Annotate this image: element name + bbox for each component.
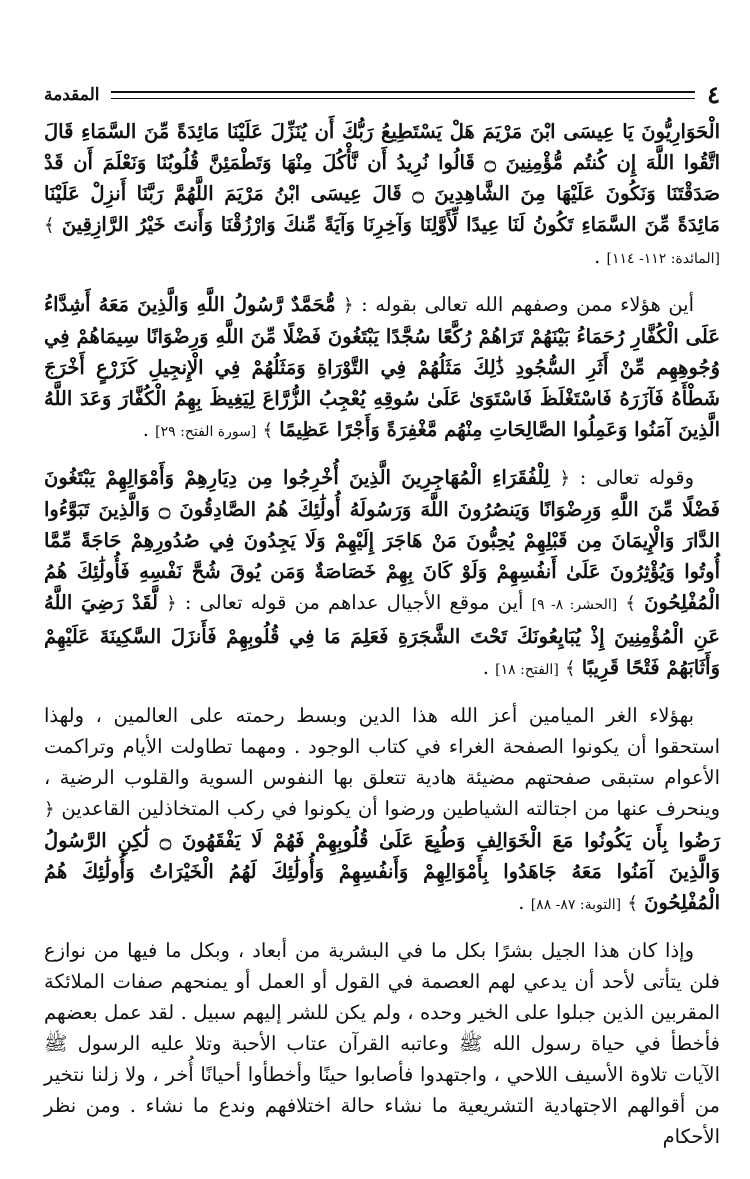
header-rule — [111, 91, 695, 99]
verse-reference: [الحشر: ٨- ٩] — [531, 597, 618, 613]
verse-open-bracket: ﴿ — [44, 799, 55, 820]
body-text-run: وإذا كان هذا الجيل بشرًا بكل ما في البشرية من أبعاد ، وبكل ما فيها من نوازع فلن يتأتى لأحد أن يدعي لهم العصمة في القول أو العمل أو يمنحهم صفات الملائكة المقربين الذين جبلوا على الخير وحده ، ولم يكن للشر إليهم سبيل . لقد عمل بعضهم فأخطأ في حياة رسول الله ﷺ وعاتبه القرآن عتاب الأحبة وتلا عليه الرسول ﷺ الآيات تلاوة الأسيف اللاحي ، واجتهدوا فأصابوا حينًا وأخطأوا أحيانًا أُخر ، ولا زلنا نتخير من أقوالهم الاجتهادية التشريعية ما نشاء حالة اختلافهم وندع ما نشاء . ومن نظر الأحكام — [44, 939, 720, 1148]
verse-close-bracket: ﴾ — [565, 658, 576, 679]
verse-close-bracket: ﴾ — [625, 593, 636, 614]
body-text-run: أين هؤلاء ممن وصفهم الله تعالى بقوله : — [361, 293, 695, 316]
body-text-run: أين موقع الأجيال عداهم من قوله تعالى : — [184, 591, 524, 614]
verse-reference: [الفتح: ١٨] — [495, 662, 559, 678]
body-text-run: . — [142, 418, 149, 441]
body-text-run: وقوله تعالى : — [579, 466, 695, 489]
paragraph — [44, 116, 720, 275]
verse-close-bracket: ﴾ — [262, 420, 274, 441]
quran-verse: مُّحَمَّدٌ رَّسُولُ اللَّهِ وَالَّذِينَ مَعَهُ أَشِدَّاءُ عَلَى الْكُفَّارِ رُحَمَاءُ بَيْنَهُمْ تَرَاهُمْ رُكَّعًا سُجَّدًا يَبْتَغُونَ فَضْلًا مِّنَ اللَّهِ وَرِضْوَانًا سِيمَاهُمْ فِي وُجُوهِهِم مِّنْ أَثَرِ السُّجُودِ ذَٰلِكَ مَثَلُهُمْ فِي التَّوْرَاةِ وَمَثَلُهُمْ فِي الْإِنجِيلِ كَزَرْعٍ أَخْرَجَ شَطْأَهُ فَآزَرَهُ فَاسْتَغْلَظَ فَاسْتَوَىٰ عَلَىٰ سُوقِهِ يُعْجِبُ الزُّرَّاعَ لِيَغِيظَ بِهِمُ الْكُفَّارَ وَعَدَ اللَّهُ الَّذِينَ آمَنُوا وَعَمِلُوا الصَّالِحَاتِ مِنْهُم مَّغْفِرَةً وَأَجْرًا عَظِيمًا — [44, 293, 720, 441]
page-number: ٤ — [707, 80, 720, 109]
verse-open-bracket: ﴿ — [166, 593, 177, 614]
verse-reference: [المائدة: ١١٢- ١١٤] — [606, 251, 720, 267]
quran-verse: رَضُوا بِأَن يَكُونُوا مَعَ الْخَوَالِفِ وَطُبِعَ عَلَىٰ قُلُوبِهِمْ فَهُمْ لَا يَفْقَهُونَ ۝ لَٰكِنِ الرَّسُولُ وَالَّذِينَ آمَنُوا مَعَهُ جَاهَدُوا بِأَمْوَالِهِمْ وَأَنفُسِهِمْ وَأُولَٰئِكَ لَهُمُ الْخَيْرَاتُ وَأُولَٰئِكَ هُمُ الْمُفْلِحُونَ — [44, 829, 720, 914]
quran-verse: لِلْفُقَرَاءِ الْمُهَاجِرِينَ الَّذِينَ أُخْرِجُوا مِن دِيَارِهِمْ وَأَمْوَالِهِمْ يَبْتَغُونَ فَضْلًا مِّنَ اللَّهِ وَرِضْوَانًا وَيَنصُرُونَ اللَّهَ وَرَسُولَهُ أُولَٰئِكَ هُمُ الصَّادِقُونَ ۝ وَالَّذِينَ تَبَوَّءُوا الدَّارَ وَالْإِيمَانَ مِن قَبْلِهِمْ يُحِبُّونَ مَنْ هَاجَرَ إِلَيْهِمْ وَلَا يَجِدُونَ فِي صُدُورِهِمْ حَاجَةً مِّمَّا أُوتُوا وَيُؤْثِرُونَ عَلَىٰ أَنفُسِهِمْ وَلَوْ كَانَ بِهِمْ خَصَاصَةٌ وَمَن يُوقَ شُحَّ نَفْسِهِ فَأُولَٰئِكَ هُمُ الْمُفْلِحُونَ — [44, 466, 721, 614]
verse-open-bracket: ﴿ — [559, 468, 571, 489]
verse-close-bracket: ﴾ — [44, 215, 55, 236]
running-title: المقدمة — [44, 85, 100, 105]
page-body — [44, 116, 720, 1166]
paragraph — [44, 289, 720, 448]
body-text-run: . — [594, 245, 601, 268]
quran-verse: لَّقَدْ رَضِيَ اللَّهُ عَنِ الْمُؤْمِنِينَ إِذْ يُبَايِعُونَكَ تَحْتَ الشَّجَرَةِ فَعَلِمَ مَا فِي قُلُوبِهِمْ فَأَنزَلَ السَّكِينَةَ عَلَيْهِمْ وَأَثَابَهُمْ فَتْحًا قَرِيبًا — [44, 591, 720, 679]
quran-verse: الْحَوَارِيُّونَ يَا عِيسَى ابْنَ مَرْيَمَ هَلْ يَسْتَطِيعُ رَبُّكَ أَن يُنَزِّلَ عَلَيْنَا مَائِدَةً مِّنَ السَّمَاءِ قَالَ اتَّقُوا اللَّهَ إِن كُنتُم مُّؤْمِنِينَ ۝ قَالُوا نُرِيدُ أَن نَّأْكُلَ مِنْهَا وَتَطْمَئِنَّ قُلُوبُنَا وَنَعْلَمَ أَن قَدْ صَدَقْتَنَا وَنَكُونَ عَلَيْهَا مِنَ الشَّاهِدِينَ ۝ قَالَ عِيسَى ابْنُ مَرْيَمَ اللَّهُمَّ رَبَّنَا أَنزِلْ عَلَيْنَا مَائِدَةً مِّنَ السَّمَاءِ تَكُونُ لَنَا عِيدًا لِّأَوَّلِنَا وَآخِرِنَا وَآيَةً مِّنكَ وَارْزُقْنَا وَأَنتَ خَيْرُ الرَّازِقِينَ — [44, 120, 720, 236]
verse-open-bracket: ﴿ — [343, 295, 354, 316]
verse-close-bracket: ﴾ — [627, 893, 638, 914]
verse-reference: [سورة الفتح: ٢٩] — [155, 424, 257, 440]
paragraph — [44, 462, 720, 686]
verse-reference: [التوبة: ٨٧- ٨٨] — [530, 897, 622, 913]
paragraph — [44, 700, 720, 921]
page-header — [44, 80, 720, 109]
paragraph — [44, 935, 720, 1152]
body-text-run: . — [518, 891, 525, 914]
body-text-run: . — [482, 656, 489, 679]
body-text-run: بهؤلاء الغر الميامين أعز الله هذا الدين وبسط رحمته على العالمين ، ولهذا استحقوا أن يكونوا الصفحة الغراء في كتاب الوجود . ومهما تطاولت الأيام وتراكمت الأعوام ستبقى صفحتهم مضيئة هادية تتعلق بها النفوس السوية والقلوب الرضية ، وينحرف عنها من اجتالته الشياطين ورضوا أن يكونوا في ركب المتخاذلين القاعدين — [44, 704, 720, 820]
